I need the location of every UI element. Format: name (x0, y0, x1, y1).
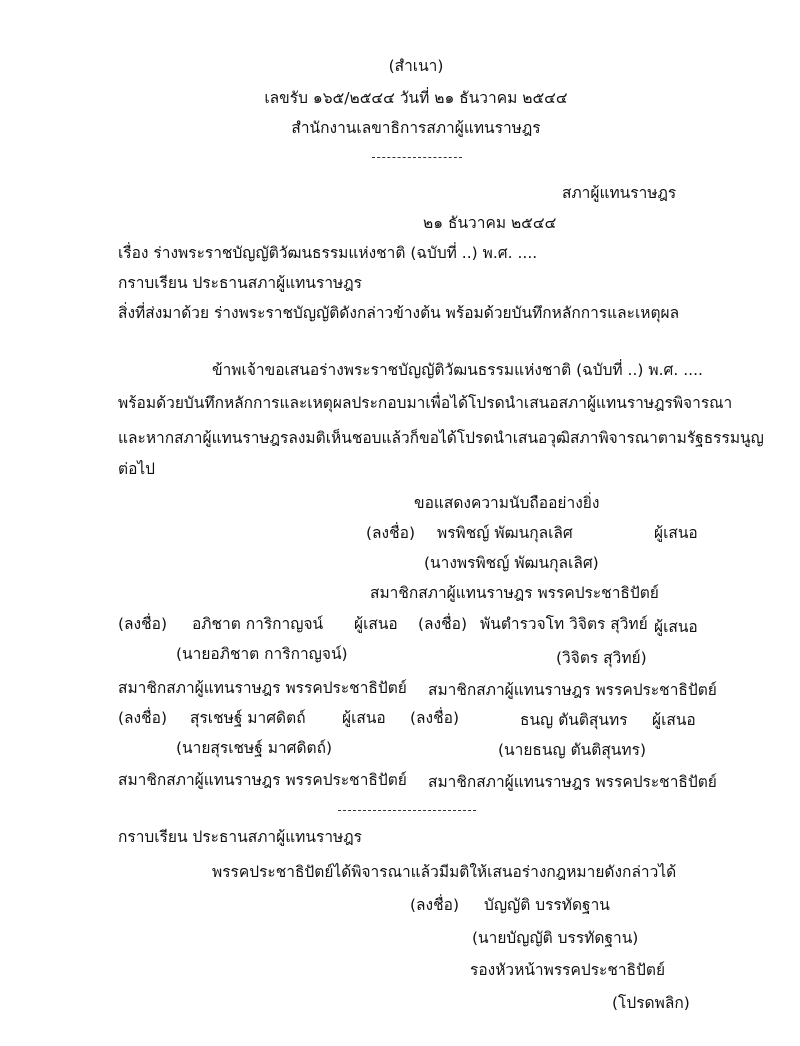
receipt-line: เลขรับ ๑๖๕/๒๕๔๔ วันที่ ๒๑ ธันวาคม ๒๕๔๔ (264, 89, 568, 107)
section-divider (338, 810, 476, 811)
copy-mark: (สำเนา) (388, 57, 444, 75)
body-line-3: และหากสภาผู้แทนราษฎรลงมติเห็นชอบแล้วก็ขอได้โปรดนำเสนอวุฒิสภาพิจารณาตามรัฐธรรมนูญ (118, 429, 764, 447)
body-line-2: พร้อมด้วยบันทึกหลักการและเหตุผลประกอบมาเพื่อได้โปรดนำเสนอสภาผู้แทนราษฎรพิจารณา (118, 394, 733, 412)
s3-party: สมาชิกสภาผู้แทนราษฎร พรรคประชาธิปัตย์ (118, 771, 407, 789)
endorsement-salutation: กราบเรียน ประธานสภาผู้แทนราษฎร (118, 828, 362, 846)
s2-name: พันตำรวจโท วิจิตร สุวิทย์ (480, 615, 648, 633)
s2-full-name: (วิจิตร สุวิทย์) (556, 649, 647, 667)
s3-name: สุรเชษฐ์ มาศดิตถ์ (190, 709, 306, 727)
main-signer-party: สมาชิกสภาผู้แทนราษฎร พรรคประชาธิปัตย์ (370, 584, 659, 602)
main-signer-name: พรพิชญ์ พัฒนกุลเลิศ (437, 524, 573, 542)
s2-sign-word: (ลงชื่อ) (418, 615, 467, 633)
header-divider (372, 157, 462, 158)
s1-role: ผู้เสนอ (354, 615, 398, 633)
main-signer-full-name: (นางพรพิชญ์ พัฒนกุลเลิศ) (424, 554, 599, 572)
s1-full-name: (นายอภิชาต การิกาญจน์) (176, 645, 348, 663)
endorsement-position: รองหัวหน้าพรรคประชาธิปัตย์ (470, 961, 666, 979)
turn-over-note: (โปรดพลิก) (612, 994, 690, 1012)
endorsement-name: บัญญัติ บรรทัดฐาน (484, 896, 610, 914)
salutation: กราบเรียน ประธานสภาผู้แทนราษฎร (118, 274, 362, 292)
office-name: สำนักงานเลขาธิการสภาผู้แทนราษฎร (291, 119, 541, 137)
body-line-4: ต่อไป (118, 460, 156, 478)
s1-sign-word: (ลงชื่อ) (118, 615, 167, 633)
endorsement-sign-word: (ลงชื่อ) (410, 896, 459, 914)
s4-sign-word: (ลงชื่อ) (410, 709, 459, 727)
s3-sign-word: (ลงชื่อ) (118, 709, 167, 727)
s4-full-name: (นายธนญ ตันติสุนทร) (498, 741, 646, 759)
s4-party: สมาชิกสภาผู้แทนราษฎร พรรคประชาธิปัตย์ (428, 773, 717, 791)
sender-org: สภาผู้แทนราษฎร (562, 184, 677, 202)
s3-full-name: (นายสุรเชษฐ์ มาศดิตถ์) (176, 739, 333, 757)
s2-role: ผู้เสนอ (654, 618, 698, 636)
subject-line: เรื่อง ร่างพระราชบัญญัติวัฒนธรรมแห่งชาติ (ฉบับที่ ..) พ.ศ. .... (118, 244, 538, 262)
s4-name: ธนญ ตันติสุนทร (520, 711, 628, 729)
s1-name: อภิชาต การิกาญจน์ (192, 615, 324, 633)
s2-party: สมาชิกสภาผู้แทนราษฎร พรรคประชาธิปัตย์ (428, 681, 717, 699)
letter-date: ๒๑ ธันวาคม ๒๕๔๔ (423, 214, 557, 232)
s1-party: สมาชิกสภาผู้แทนราษฎร พรรคประชาธิปัตย์ (118, 679, 407, 697)
s3-role: ผู้เสนอ (342, 709, 386, 727)
endorsement-text: พรรคประชาธิปัตย์ได้พิจารณาแล้วมีมติให้เสนอร่างกฎหมายดังกล่าวได้ (212, 863, 677, 881)
endorsement-full-name: (นายบัญญัติ บรรทัดฐาน) (472, 929, 639, 947)
main-signer-role: ผู้เสนอ (654, 524, 698, 542)
s4-role: ผู้เสนอ (652, 711, 696, 729)
enclosure-line: สิ่งที่ส่งมาด้วย ร่างพระราชบัญญัติดังกล่าวข้างต้น พร้อมด้วยบันทึกหลักการและเหตุผล (118, 304, 680, 322)
main-sign-word: (ลงชื่อ) (366, 524, 415, 542)
body-line-1: ข้าพเจ้าขอเสนอร่างพระราชบัญญัติวัฒนธรรมแห่งชาติ (ฉบับที่ ..) พ.ศ. .... (212, 361, 703, 379)
closing: ขอแสดงความนับถืออย่างยิ่ง (414, 494, 600, 512)
